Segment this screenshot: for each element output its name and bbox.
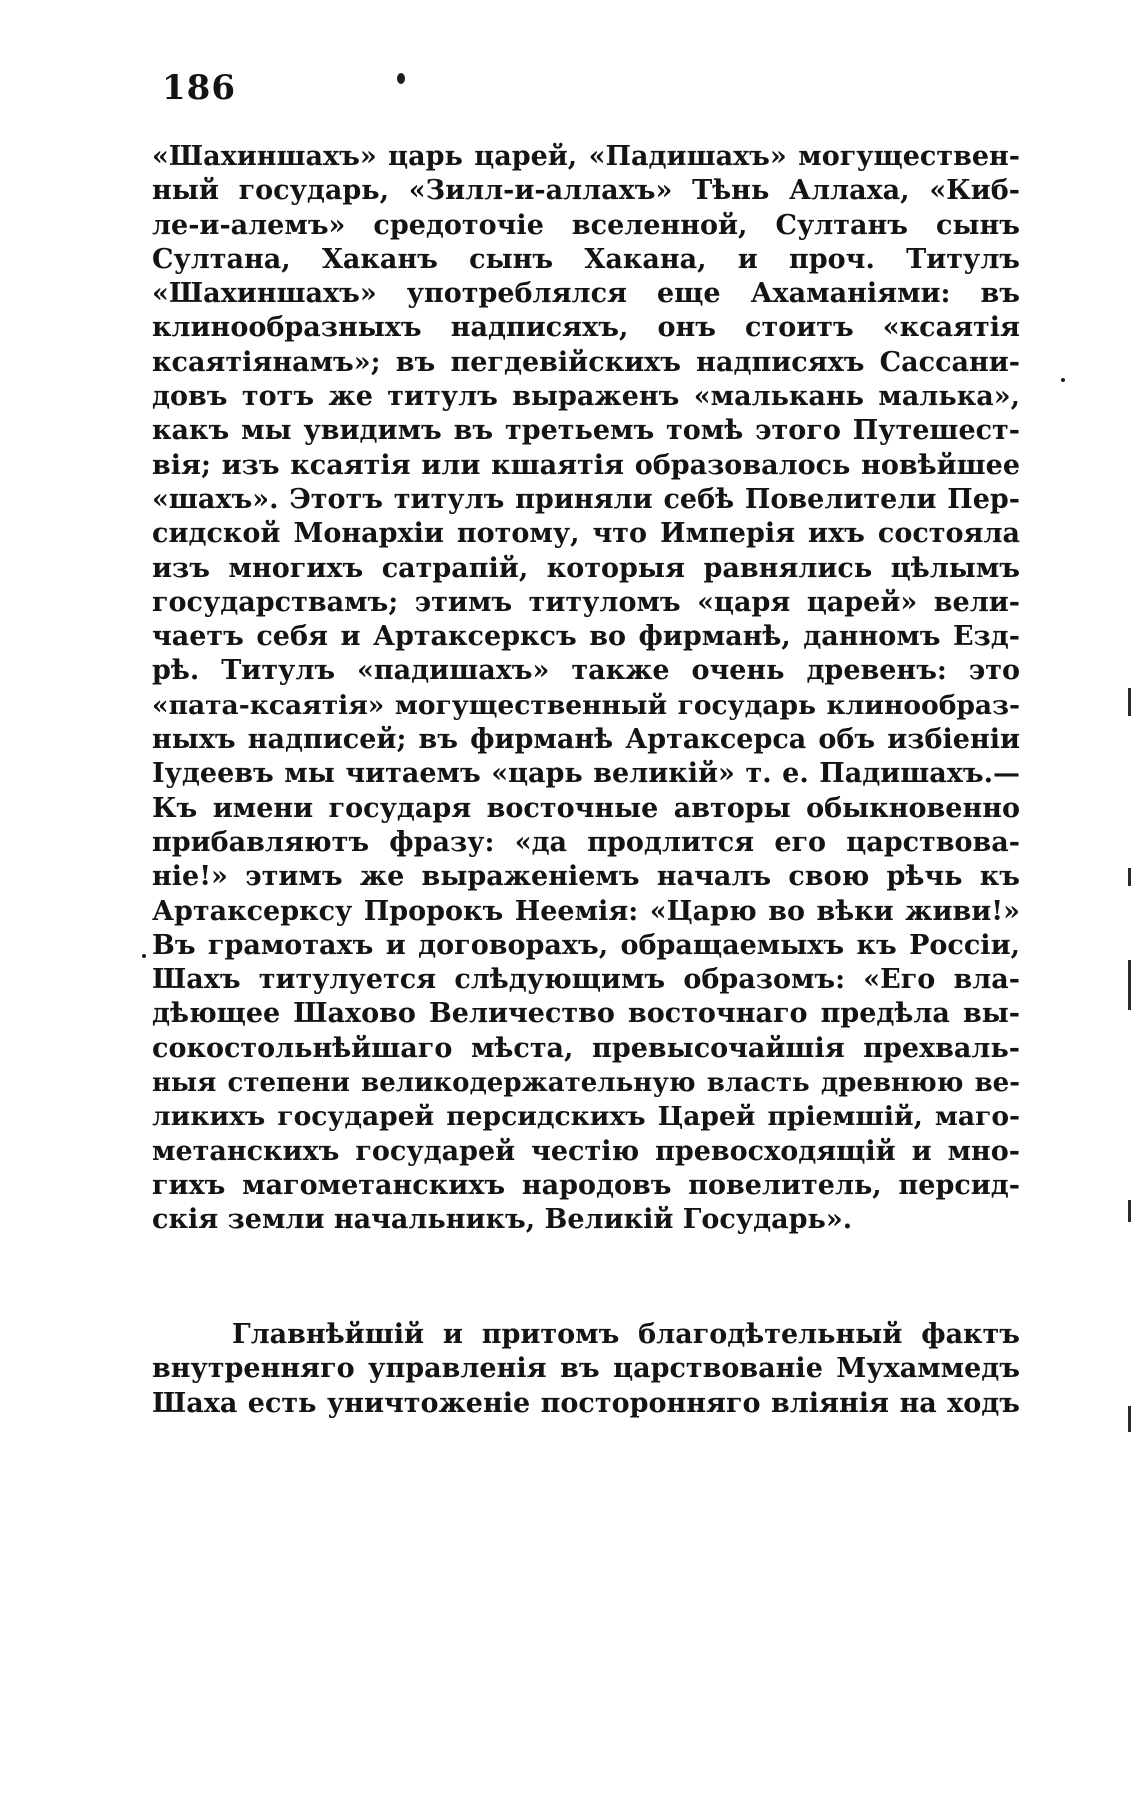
page-edge-mark bbox=[1128, 960, 1131, 1010]
page-edge-mark bbox=[1128, 868, 1131, 886]
page-edge-mark bbox=[1128, 1200, 1131, 1222]
text-line: какъ мы увидимъ въ третьемъ томѣ этого Путешест- bbox=[152, 415, 1020, 447]
text-line: Къ имени государя восточные авторы обыкновенно bbox=[152, 792, 1020, 824]
text-line: «Шахиншахъ» употреблялся еще Ахаманіями: въ bbox=[152, 278, 1020, 310]
text-line: ныя степени великодержательную власть древнюю ве- bbox=[152, 1068, 1020, 1099]
text-line: изъ многихъ сатрапій, которыя равнялись цѣлымъ bbox=[152, 552, 1020, 584]
scan-speck bbox=[142, 954, 146, 958]
scan-speck bbox=[397, 73, 405, 84]
text-line: государствамъ; этимъ титуломъ «царя царей» вели- bbox=[152, 586, 1020, 618]
text-line: ныхъ надписей; въ фирманѣ Артаксерса объ избіеніи bbox=[152, 724, 1020, 756]
text-line: вія; изъ ксаятія или кшаятія образовалось новѣйшее bbox=[152, 449, 1020, 481]
text-line: метанскихъ государей честію превосходящій и мно- bbox=[152, 1135, 1020, 1167]
text-line: клинообразныхъ надписяхъ, онъ стоитъ «ксаятія bbox=[152, 312, 1020, 344]
text-line: Шахъ титулуется слѣдующимъ образомъ: «Его вла- bbox=[152, 964, 1020, 996]
page-edge-mark bbox=[1128, 1406, 1131, 1432]
text-line: ніе!» этимъ же выраженіемъ началъ свою рѣчь къ bbox=[152, 861, 1020, 893]
text-line: сокостольнѣйшаго мѣста, превысочайшія прехваль- bbox=[152, 1032, 1020, 1064]
text-line: рѣ. Титулъ «падишахъ» также очень древенъ: это bbox=[152, 655, 1020, 687]
scan-speck bbox=[1061, 378, 1065, 382]
page-number: 186 bbox=[162, 68, 236, 108]
text-line: «шахъ». Этотъ титулъ приняли себѣ Повелители Пер- bbox=[152, 483, 1020, 515]
text-line: довъ тотъ же титулъ выраженъ «малькань малька», bbox=[152, 381, 1020, 413]
text-line: Султана, Хаканъ сынъ Хакана, и проч. Титулъ bbox=[152, 243, 1020, 275]
text-line: «Шахиншахъ» царь царей, «Падишахъ» могуществен- bbox=[152, 141, 1020, 172]
text-line: чаетъ себя и Артаксерксъ во фирманѣ, данномъ Езд- bbox=[152, 621, 1020, 653]
text-line: ле-и-алемъ» средоточіе вселенной, Султанъ сынъ bbox=[152, 209, 1020, 241]
body-paragraph-2 bbox=[152, 1318, 1020, 1421]
text-line: Іудеевъ мы читаемъ «царь великій» т. е. Падишахъ.— bbox=[152, 758, 1020, 790]
text-line: прибавляютъ фразу: «да продлится его царствова- bbox=[152, 826, 1020, 858]
text-line: сидской Монархіи потому, что Имперія ихъ состояла bbox=[152, 518, 1020, 550]
body-paragraph-1 bbox=[152, 140, 1020, 1238]
text-line: «пата-ксаятія» могущественный государь клинообраз- bbox=[152, 689, 1020, 721]
text-line: ликихъ государей персидскихъ Царей пріемшій, маго- bbox=[152, 1101, 1020, 1133]
text-line: внутренняго управленія въ царствованіе Мухаммедъ bbox=[152, 1353, 1020, 1385]
page-edge-mark bbox=[1128, 688, 1131, 716]
text-line: ный государь, «Зилл-и-аллахъ» Тѣнь Аллаха, «Киб- bbox=[152, 175, 1020, 207]
text-line: Шаха есть уничтоженіе посторонняго вліянія на ходъ bbox=[152, 1387, 1020, 1419]
text-line: ксаятіянамъ»; въ пегдевійскихъ надписяхъ Сассани- bbox=[152, 346, 1020, 378]
text-line: Главнѣйшій и притомъ благодѣтельный фактъ bbox=[232, 1319, 1020, 1350]
text-line: дѣющее Шахово Величество восточнаго предѣла вы- bbox=[152, 998, 1020, 1030]
text-line: Въ грамотахъ и договорахъ, обращаемыхъ къ Россіи, bbox=[152, 929, 1020, 961]
text-line: Артаксерксу Пророкъ Неемія: «Царю во вѣки живи!» bbox=[152, 895, 1020, 927]
text-line: гихъ магометанскихъ народовъ повелитель, персид- bbox=[152, 1169, 1020, 1201]
text-line: скія земли начальникъ, Великій Государь». bbox=[152, 1204, 853, 1236]
